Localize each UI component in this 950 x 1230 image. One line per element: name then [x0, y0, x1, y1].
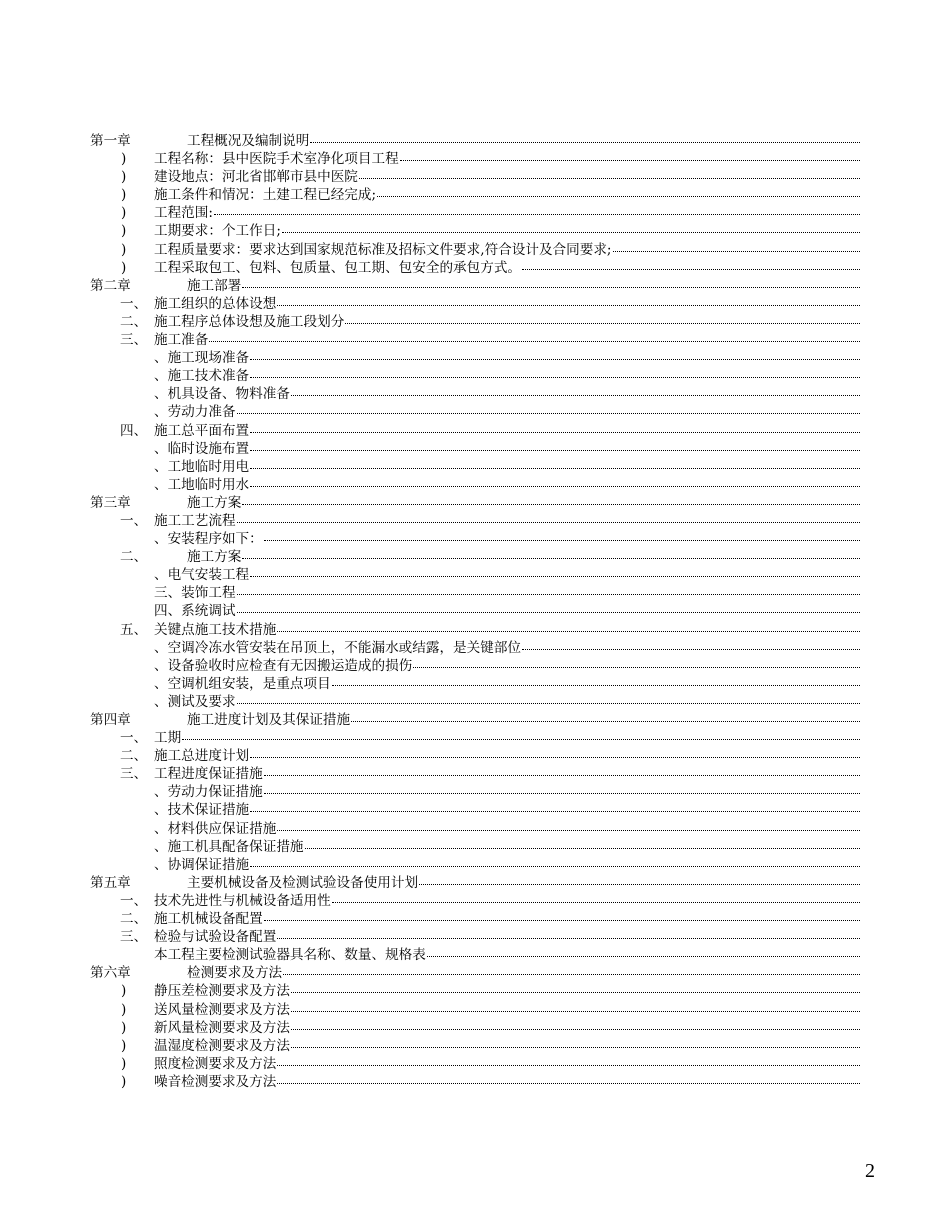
toc-dot-leader: [182, 729, 860, 740]
toc-entry-title: 施工条件和情况：土建工程已经完成;: [154, 187, 377, 204]
toc-dot-leader: [242, 548, 860, 559]
toc-entry[interactable]: [90, 512, 860, 530]
page-number: 2: [865, 1160, 875, 1182]
toc-entry[interactable]: [90, 548, 860, 566]
toc-entry-body: [154, 168, 860, 186]
toc-entry-body: [154, 765, 860, 783]
toc-entry-number: ): [121, 1073, 127, 1090]
toc-entry[interactable]: [90, 838, 860, 856]
toc-entry-number: 第二章: [90, 277, 131, 294]
toc-dot-leader: [419, 874, 860, 885]
toc-entry-number: 一、: [120, 512, 148, 529]
toc-entry-body: [154, 403, 860, 421]
toc-dot-leader: [250, 422, 860, 433]
toc-entry-body: [187, 132, 860, 150]
toc-entry-title: 工期要求：个工作日;: [154, 223, 281, 240]
toc-dot-leader: [264, 765, 860, 776]
toc-entry-title: 施工进度计划及其保证措施: [187, 712, 351, 728]
toc-entry[interactable]: [90, 765, 860, 783]
toc-entry-title: 、劳动力保证措施: [154, 784, 263, 801]
toc-entry-title: 工程进度保证措施: [154, 766, 263, 783]
toc-entry-title: 、电气安装工程: [154, 567, 250, 584]
toc-entry[interactable]: [90, 856, 860, 874]
toc-entry[interactable]: [90, 186, 860, 204]
toc-entry[interactable]: [90, 584, 860, 602]
toc-dot-leader: [250, 349, 860, 360]
toc-entry[interactable]: [90, 783, 860, 801]
toc-dot-leader: [264, 910, 860, 921]
toc-entry-body: [154, 1073, 860, 1091]
toc-dot-leader: [332, 675, 860, 686]
toc-entry-title: 关键点施工技术措施: [154, 621, 277, 638]
toc-entry-title: 四、系统调试: [154, 603, 236, 620]
toc-entry-title: 、技术保证措施: [154, 802, 250, 819]
toc-entry[interactable]: [90, 222, 860, 240]
toc-entry-number: ): [121, 1055, 127, 1072]
toc-entry-body: [154, 910, 860, 928]
toc-entry[interactable]: [90, 150, 860, 168]
toc-entry-title: 照度检测要求及方法: [154, 1055, 277, 1072]
toc-entry[interactable]: [90, 204, 860, 222]
toc-dot-leader: [250, 440, 860, 451]
toc-entry[interactable]: [90, 295, 860, 313]
toc-entry-body: [154, 385, 860, 403]
toc-entry-title: 静压差检测要求及方法: [154, 983, 290, 1000]
toc-entry-title: 施工工艺流程: [154, 512, 236, 529]
toc-entry-number: 一、: [120, 730, 148, 747]
toc-entry-number: 四、: [120, 422, 148, 439]
toc-entry-body: [187, 548, 860, 566]
toc-entry-title: 、施工技术准备: [154, 368, 250, 385]
toc-entry-number: 二、: [120, 313, 148, 330]
toc-entry[interactable]: [90, 747, 860, 765]
toc-entry-title: 、测试及要求: [154, 693, 236, 710]
toc-entry[interactable]: [90, 1037, 860, 1055]
toc-entry-number: 第一章: [90, 133, 131, 149]
toc-entry[interactable]: [90, 639, 860, 657]
toc-dot-leader: [413, 657, 860, 668]
toc-dot-leader: [291, 1001, 860, 1012]
toc-entry-body: [154, 946, 860, 964]
toc-entry-body: [154, 566, 860, 584]
toc-entry-title: 送风量检测要求及方法: [154, 1001, 290, 1018]
toc-entry-title: 温湿度检测要求及方法: [154, 1037, 290, 1054]
toc-entry[interactable]: [90, 277, 860, 295]
toc-entry-title: 工程范围:: [154, 205, 213, 222]
toc-entry-number: ): [121, 1001, 127, 1018]
toc-entry-title: 施工准备: [154, 332, 209, 349]
toc-entry-body: [154, 838, 860, 856]
toc-entry-title: 、工地临时用水: [154, 476, 250, 493]
toc-entry-title: 、协调保证措施: [154, 856, 250, 873]
toc-entry-body: [154, 1001, 860, 1019]
toc-entry[interactable]: [90, 530, 860, 548]
toc-entry[interactable]: [90, 657, 860, 675]
toc-dot-leader: [237, 403, 860, 414]
toc-entry-title: 、机具设备、物料准备: [154, 386, 290, 403]
toc-entry-title: 、材料供应保证措施: [154, 820, 277, 837]
toc-entry-body: [154, 856, 860, 874]
toc-entry-number: 五、: [120, 621, 148, 638]
toc-entry[interactable]: [90, 458, 860, 476]
toc-entry-body: [154, 440, 860, 458]
toc-dot-leader: [250, 458, 860, 469]
toc-entry-title: 工程名称：县中医院手术室净化项目工程: [154, 151, 399, 168]
toc-entry-body: [154, 892, 860, 910]
toc-entry-body: [154, 222, 860, 240]
toc-entry[interactable]: [90, 494, 860, 512]
toc-entry[interactable]: [90, 928, 860, 946]
toc-entry-body: [154, 747, 860, 765]
toc-dot-leader: [250, 367, 860, 378]
toc-dot-leader: [237, 584, 860, 595]
toc-dot-leader: [377, 186, 860, 197]
toc-entry-title: 工期: [154, 730, 182, 747]
toc-entry-body: [154, 367, 860, 385]
toc-entry[interactable]: [90, 675, 860, 693]
toc-entry-title: 、空调机组安装，是重点项目: [154, 675, 331, 692]
toc-entry[interactable]: [90, 422, 860, 440]
toc-entry[interactable]: [90, 946, 860, 964]
toc-entry-number: 二、: [120, 549, 148, 566]
toc-entry[interactable]: [90, 1073, 860, 1091]
toc-entry-number: 第五章: [90, 874, 131, 891]
toc-entry[interactable]: [90, 1019, 860, 1037]
toc-dot-leader: [250, 476, 860, 487]
toc-entry-title: 施工方案: [187, 549, 242, 566]
toc-entry-title: 、施工机具配备保证措施: [154, 838, 304, 855]
toc-entry-body: [154, 150, 860, 168]
toc-entry-title: 主要机械设备及检测试验设备使用计划: [187, 874, 419, 891]
toc-entry[interactable]: [90, 820, 860, 838]
toc-entry-body: [187, 494, 860, 512]
toc-dot-leader: [359, 168, 860, 179]
toc-entry-number: ): [121, 205, 127, 222]
toc-dot-leader: [291, 982, 860, 993]
toc-entry-body: [154, 512, 860, 530]
toc-entry-body: [154, 204, 860, 222]
toc-entry-body: [187, 964, 860, 982]
toc-entry-body: [154, 602, 860, 620]
toc-dot-leader: [400, 150, 860, 161]
toc-entry[interactable]: [90, 982, 860, 1000]
table-of-contents: [90, 132, 860, 1091]
toc-dot-leader: [613, 241, 861, 252]
toc-entry-number: 第四章: [90, 712, 131, 728]
toc-dot-leader: [277, 928, 860, 939]
toc-entry-title: 、设备验收时应检查有无因搬运造成的损伤: [154, 657, 413, 674]
toc-entry-title: 三、装饰工程: [154, 585, 236, 602]
toc-dot-leader: [427, 946, 860, 957]
toc-entry-body: [154, 621, 860, 639]
toc-entry-number: 三、: [120, 766, 148, 783]
toc-dot-leader: [310, 132, 860, 143]
toc-entry-title: 检验与试验设备配置: [154, 929, 277, 946]
toc-dot-leader: [264, 783, 860, 794]
toc-entry-number: 一、: [120, 295, 148, 312]
toc-dot-leader: [264, 530, 860, 541]
toc-entry-title: 检测要求及方法: [187, 965, 283, 982]
toc-entry[interactable]: [90, 403, 860, 421]
toc-dot-leader: [237, 512, 860, 523]
toc-entry-body: [154, 476, 860, 494]
toc-entry-body: [154, 186, 860, 204]
toc-entry-number: 第三章: [90, 494, 131, 511]
toc-entry[interactable]: [90, 729, 860, 747]
toc-entry-body: [154, 241, 860, 259]
toc-dot-leader: [277, 1055, 860, 1066]
toc-entry-number: ): [121, 983, 127, 1000]
toc-entry-body: [187, 277, 860, 295]
toc-entry-number: 三、: [120, 332, 148, 349]
toc-dot-leader: [250, 566, 860, 577]
toc-entry-number: 一、: [120, 892, 148, 909]
toc-entry-number: ): [121, 187, 127, 204]
toc-entry-body: [154, 259, 860, 277]
toc-entry-title: 、安装程序如下：: [154, 531, 263, 548]
toc-entry-body: [154, 639, 860, 657]
toc-entry-number: ): [121, 241, 127, 258]
toc-entry-number: 三、: [120, 929, 148, 946]
toc-entry-number: 第六章: [90, 965, 131, 982]
toc-dot-leader: [237, 693, 860, 704]
toc-entry-body: [187, 711, 860, 729]
toc-entry-title: 工程概况及编制说明: [187, 133, 310, 149]
toc-entry-title: 噪音检测要求及方法: [154, 1073, 277, 1090]
toc-entry-number: ): [121, 1037, 127, 1054]
toc-entry-title: 、空调冷冻水管安装在吊顶上，不能漏水或结露，是关键部位: [154, 639, 522, 656]
toc-dot-leader: [522, 639, 860, 650]
toc-entry-title: 本工程主要检测试验器具名称、数量、规格表: [154, 947, 426, 964]
toc-entry[interactable]: [90, 892, 860, 910]
toc-entry-body: [154, 693, 860, 711]
toc-entry-number: 二、: [120, 748, 148, 765]
toc-entry-number: ): [121, 151, 127, 168]
toc-entry-title: 、劳动力准备: [154, 404, 236, 421]
toc-entry-body: [154, 729, 860, 747]
toc-entry-body: [154, 313, 860, 331]
toc-entry[interactable]: [90, 566, 860, 584]
toc-entry-title: 施工方案: [187, 494, 242, 511]
toc-entry-body: [154, 1019, 860, 1037]
toc-entry-body: [154, 657, 860, 675]
toc-entry[interactable]: [90, 241, 860, 259]
toc-entry-body: [154, 530, 860, 548]
toc-dot-leader: [250, 747, 860, 758]
toc-entry-body: [154, 801, 860, 819]
toc-entry-title: 、临时设施布置: [154, 440, 250, 457]
toc-entry-body: [154, 1055, 860, 1073]
toc-dot-leader: [242, 494, 860, 505]
toc-entry-number: ): [121, 1019, 127, 1036]
toc-entry-number: 二、: [120, 911, 148, 928]
toc-entry-body: [154, 458, 860, 476]
toc-entry[interactable]: [90, 313, 860, 331]
toc-entry-body: [154, 584, 860, 602]
toc-dot-leader: [291, 1037, 860, 1048]
toc-entry[interactable]: [90, 711, 860, 729]
toc-entry-title: 工程质量要求：要求达到国家规范标准及招标文件要求,符合设计及合同要求;: [154, 241, 612, 258]
toc-entry-title: 施工部署: [187, 277, 242, 294]
toc-dot-leader: [351, 711, 860, 722]
toc-entry[interactable]: [90, 910, 860, 928]
toc-entry-body: [154, 295, 860, 313]
toc-dot-leader: [250, 856, 860, 867]
toc-entry[interactable]: [90, 874, 860, 892]
toc-entry[interactable]: [90, 385, 860, 403]
toc-entry-title: 施工机械设备配置: [154, 911, 263, 928]
toc-dot-leader: [291, 1019, 860, 1030]
toc-entry-title: 施工程序总体设想及施工段划分: [154, 313, 345, 330]
toc-entry-title: 新风量检测要求及方法: [154, 1019, 290, 1036]
toc-entry[interactable]: [90, 349, 860, 367]
toc-entry-number: ): [121, 169, 127, 186]
toc-dot-leader: [237, 602, 860, 613]
toc-dot-leader: [277, 820, 860, 831]
toc-entry[interactable]: [90, 440, 860, 458]
toc-entry-body: [154, 783, 860, 801]
toc-dot-leader: [522, 259, 860, 270]
toc-entry[interactable]: [90, 602, 860, 620]
toc-entry[interactable]: [90, 168, 860, 186]
toc-entry[interactable]: [90, 621, 860, 639]
toc-entry-body: [154, 820, 860, 838]
toc-entry[interactable]: [90, 367, 860, 385]
toc-entry-body: [154, 349, 860, 367]
toc-entry-body: [154, 675, 860, 693]
toc-entry-body: [187, 874, 860, 892]
toc-dot-leader: [209, 331, 860, 342]
toc-entry-title: 工程采取包工、包料、包质量、包工期、包安全的承包方式。: [154, 259, 522, 276]
toc-dot-leader: [332, 892, 860, 903]
toc-dot-leader: [242, 277, 860, 288]
toc-entry-title: 施工总进度计划: [154, 748, 250, 765]
toc-entry[interactable]: [90, 693, 860, 711]
toc-dot-leader: [214, 204, 860, 215]
toc-entry-body: [154, 422, 860, 440]
toc-entry-number: ): [121, 259, 127, 276]
toc-entry-number: ): [121, 223, 127, 240]
toc-entry[interactable]: [90, 331, 860, 349]
toc-dot-leader: [277, 621, 860, 632]
toc-entry[interactable]: [90, 1055, 860, 1073]
toc-dot-leader: [283, 964, 860, 975]
toc-entry-title: 、施工现场准备: [154, 350, 250, 367]
toc-dot-leader: [277, 1073, 860, 1084]
toc-dot-leader: [305, 838, 860, 849]
toc-dot-leader: [250, 801, 860, 812]
toc-entry[interactable]: [90, 259, 860, 277]
toc-dot-leader: [277, 295, 860, 306]
toc-entry[interactable]: [90, 964, 860, 982]
toc-entry[interactable]: [90, 132, 860, 150]
toc-dot-leader: [291, 385, 860, 396]
toc-entry-title: 建设地点：河北省邯郸市县中医院: [154, 169, 358, 186]
toc-entry-title: 技术先进性与机械设备适用性: [154, 892, 331, 909]
toc-dot-leader: [345, 313, 860, 324]
toc-entry-body: [154, 928, 860, 946]
toc-entry[interactable]: [90, 1001, 860, 1019]
toc-entry-body: [154, 982, 860, 1000]
toc-entry-title: 、工地临时用电: [154, 458, 250, 475]
toc-entry-body: [154, 1037, 860, 1055]
toc-entry-body: [154, 331, 860, 349]
toc-entry-title: 施工组织的总体设想: [154, 295, 277, 312]
toc-entry-title: 施工总平面布置: [154, 422, 250, 439]
toc-entry[interactable]: [90, 801, 860, 819]
toc-dot-leader: [282, 222, 860, 233]
toc-entry[interactable]: [90, 476, 860, 494]
